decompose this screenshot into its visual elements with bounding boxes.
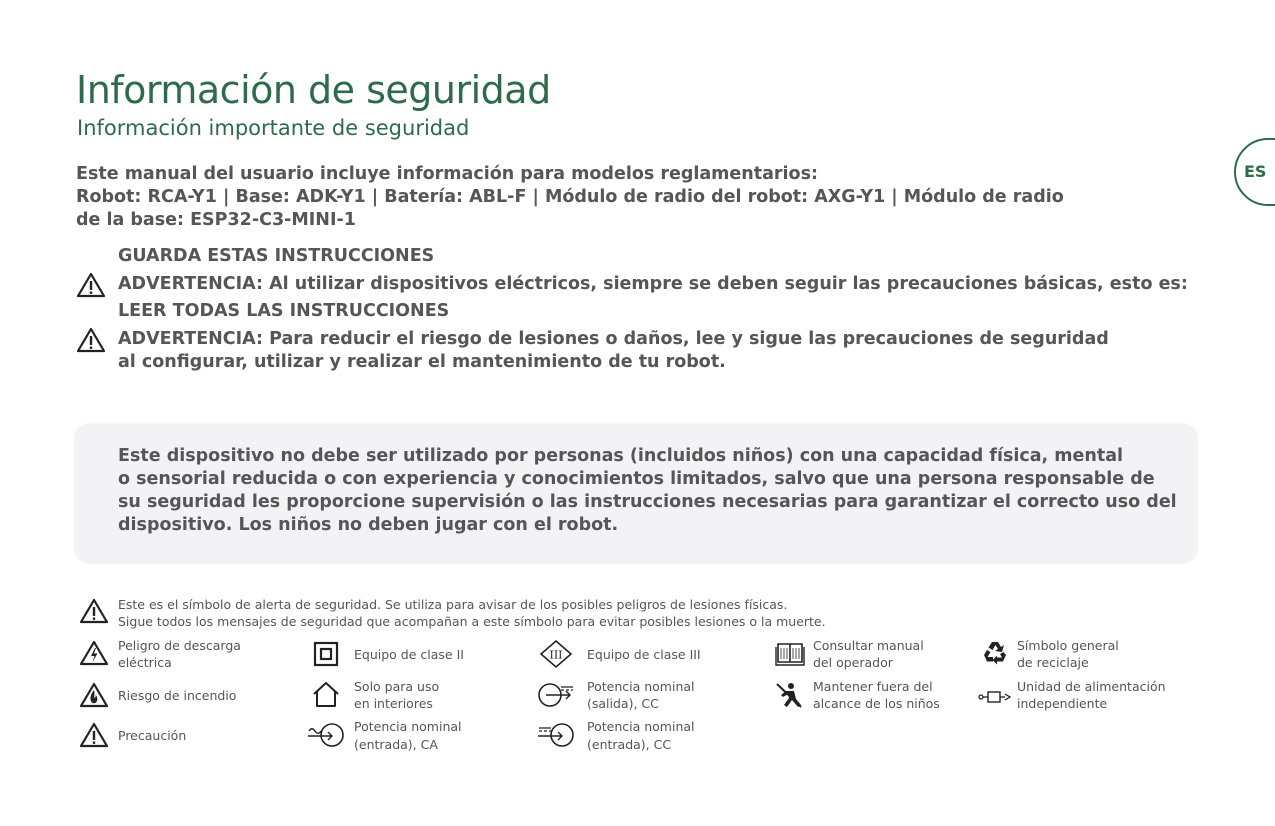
keep-away-children-icon	[774, 681, 804, 709]
intro-line-2: Robot: RCA-Y1 | Base: ADK-Y1 | Batería: ABL-F | Módulo de radio del robot: AXG-Y1 | Módulo de radio	[76, 187, 1064, 207]
recycling-label-2: de reciclaje	[1017, 655, 1089, 670]
ac-input-icon	[306, 722, 346, 748]
safety-alert-line-1: Este es el símbolo de alerta de seguridad. Se utiliza para avisar de los posibles peligros de lesiones físicas.	[118, 597, 788, 612]
input-ac-label-1: Potencia nominal	[354, 719, 462, 734]
keep-away-label-1: Mantener fuera del	[813, 679, 933, 694]
output-dc-label-2: (salida), CC	[587, 696, 659, 711]
language-tab-label: ES	[1244, 162, 1267, 181]
indoor-only-label-1: Solo para uso	[354, 679, 440, 694]
power-unit-label-2: independiente	[1017, 696, 1108, 711]
save-instructions-heading: GUARDA ESTAS INSTRUCCIONES	[118, 246, 435, 266]
input-dc-label-2: (entrada), CC	[587, 737, 672, 752]
input-ac-label-2: (entrada), CA	[354, 737, 438, 752]
warning-electrical-text: ADVERTENCIA: Al utilizar dispositivos eléctricos, siempre se deben seguir las precauciones básicas, esto es:	[118, 274, 1188, 294]
electric-shock-label-1: Peligro de descarga	[118, 638, 241, 653]
dc-input-icon	[536, 722, 576, 748]
notice-line-2: o sensorial reducida o con experiencia y conocimientos limitados, salvo que una persona responsable de	[118, 469, 1155, 489]
power-supply-unit-icon	[977, 688, 1013, 706]
fire-warning-icon	[79, 682, 109, 708]
operator-manual-icon	[775, 640, 805, 668]
svg-text:III: III	[549, 648, 563, 662]
recycling-label-1: Símbolo general	[1017, 638, 1119, 653]
class-iii-label: Equipo de clase III	[587, 647, 701, 662]
intro-line-1: Este manual del usuario incluye información para modelos reglamentarios:	[76, 164, 818, 184]
warning-injury-text-line-1: ADVERTENCIA: Para reducir el riesgo de lesiones o daños, lee y sigue las precauciones de seguridad	[118, 329, 1109, 349]
keep-away-label-2: alcance de los niños	[813, 696, 940, 711]
notice-line-3: su seguridad les proporcione supervisión o las instrucciones necesarias para garantizar el correcto uso del	[118, 492, 1177, 512]
electric-shock-label-2: eléctrica	[118, 655, 172, 670]
caution-label: Precaución	[118, 728, 187, 743]
manual-label-2: del operador	[813, 655, 893, 670]
notice-line-1: Este dispositivo no debe ser utilizado por personas (incluidos niños) con una capacidad física, mental	[118, 446, 1124, 466]
safety-alert-line-2: Sigue todos los mensajes de seguridad que acompañan a este símbolo para evitar posibles lesiones o la muerte.	[118, 614, 826, 629]
power-unit-label-1: Unidad de alimentación	[1017, 679, 1166, 694]
electric-shock-warning-icon	[79, 640, 109, 666]
intro-line-3: de la base: ESP32-C3-MINI-1	[76, 210, 356, 230]
safety-alert-icon	[79, 598, 109, 624]
page-title: Información de seguridad	[76, 68, 551, 112]
class-ii-icon	[313, 641, 339, 667]
output-dc-label-1: Potencia nominal	[587, 679, 695, 694]
class-ii-label: Equipo de clase II	[354, 647, 464, 662]
page-subtitle: Información importante de seguridad	[77, 116, 470, 140]
class-iii-icon	[539, 639, 573, 669]
indoor-house-icon	[311, 680, 341, 708]
dc-output-icon	[536, 682, 576, 708]
input-dc-label-1: Potencia nominal	[587, 719, 695, 734]
indoor-only-label-2: en interiores	[354, 696, 433, 711]
notice-line-4: dispositivo. Los niños no deben jugar con el robot.	[118, 515, 619, 535]
warning-triangle-icon	[76, 327, 106, 353]
recycling-icon	[981, 639, 1009, 667]
warning-injury-text-line-2: al configurar, utilizar y realizar el mantenimiento de tu robot.	[118, 352, 726, 372]
warning-triangle-icon	[76, 272, 106, 298]
caution-icon	[79, 722, 109, 748]
manual-label-1: Consultar manual	[813, 638, 924, 653]
read-all-heading: LEER TODAS LAS INSTRUCCIONES	[118, 301, 450, 321]
fire-risk-label: Riesgo de incendio	[118, 688, 237, 703]
language-tab[interactable]	[1234, 138, 1275, 206]
